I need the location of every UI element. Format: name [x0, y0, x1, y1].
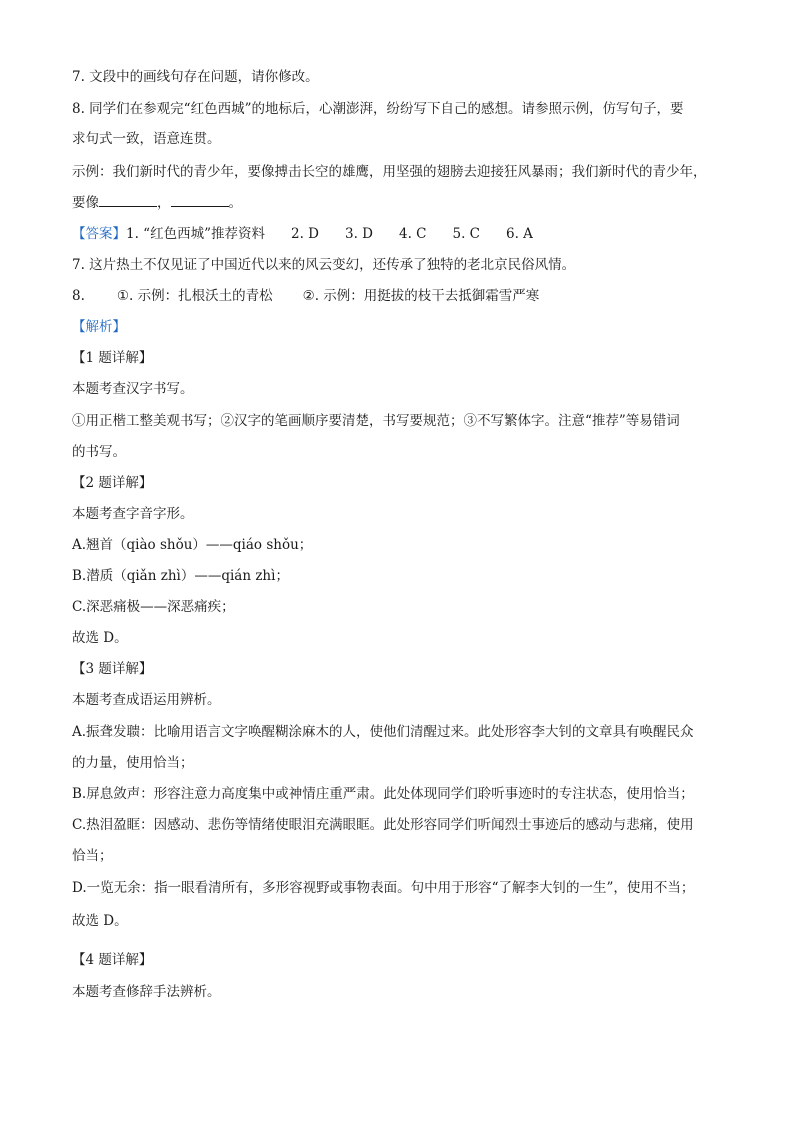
answer-8-line — [72, 287, 539, 305]
detail-3-option-c-2: 恰当； — [72, 848, 113, 864]
question-8-line-2: 求句式一致，语意连贯。 — [72, 131, 221, 147]
question-7: 7. 文段中的画线句存在问题，请你修改。 — [72, 69, 319, 85]
answer-line — [72, 225, 533, 243]
detail-3-option-b: B.屏息敛声：形容注意力高度集中或神情庄重严肃。此处体现同学们聆听事迹时的专注状态，使用恰当； — [72, 786, 694, 802]
blank-line — [72, 194, 242, 212]
detail-3-intro: 本题考查成语运用辨析。 — [72, 692, 221, 708]
question-8-line-1: 8. 同学们在参观完“红色西城”的地标后，心潮澎湃，纷纷写下自己的感想。请参照示例，仿写句子，要 — [72, 101, 684, 117]
blank-end: 。 — [228, 195, 242, 211]
detail-3-option-a-1: A.振聋发聩：比喻用语言文字唤醒糊涂麻木的人，使他们清醒过来。此处形容李大钊的文章具有唤醒民众 — [72, 724, 694, 740]
detail-2-heading: 【2 题详解】 — [72, 475, 153, 491]
answer-4: 4. C — [398, 226, 427, 242]
fill-blank-2[interactable] — [171, 194, 229, 207]
answer-6: 6. A — [506, 226, 533, 242]
answer-5: 5. C — [452, 226, 481, 242]
analysis-heading: 【解析】 — [72, 319, 126, 335]
detail-2-option-c: C.深恶痛极——深恶痛疾； — [72, 599, 235, 615]
detail-2-intro: 本题考查字音字形。 — [72, 506, 194, 522]
detail-1-text-1: ①用正楷工整美观书写；②汉字的笔画顺序要清楚，书写要规范；③不写繁体字。注意“推荐”等易错词 — [72, 413, 680, 429]
blank-comma: ， — [157, 195, 171, 211]
detail-2-conclusion: 故选 D。 — [72, 630, 128, 646]
circled-two: ② — [302, 288, 315, 304]
detail-1-heading: 【1 题详解】 — [72, 350, 153, 366]
answer-2: 2. D — [290, 226, 319, 242]
detail-3-option-a-2: 的力量，使用恰当； — [72, 755, 194, 771]
detail-1-intro: 本题考查汉字书写。 — [72, 381, 194, 397]
detail-2-option-b: B.潜质（qiǎn zhì）——qián zhì； — [72, 568, 289, 584]
detail-2-option-a: A.翘首（qiào shǒu）——qiáo shǒu； — [72, 537, 313, 553]
fill-blank-1[interactable] — [99, 194, 157, 207]
answer-8-part-1: . 示例：扎根沃土的青松 — [129, 288, 273, 304]
circled-one: ① — [116, 288, 129, 304]
answer-1: 1. “红色西城”推荐资料 — [126, 226, 265, 242]
example-line: 示例：我们新时代的青少年，要像搏击长空的雄鹰，用坚强的翅膀去迎接狂风暴雨；我们新时代的青少年， — [72, 164, 707, 180]
detail-4-intro: 本题考查修辞手法辨析。 — [72, 984, 221, 1000]
answer-8-number: 8. — [72, 288, 85, 304]
detail-1-text-2: 的书写。 — [72, 444, 126, 460]
detail-3-option-d: D.一览无余：指一眼看清所有，多形容视野或事物表面。句中用于形容“了解李大钊的一生”，使用不当； — [72, 880, 695, 896]
answer-8-part-2: . 示例：用挺拔的枝干去抵御霜雪严寒 — [314, 288, 540, 304]
detail-3-conclusion: 故选 D。 — [72, 913, 128, 929]
answer-label: 【答案】 — [72, 226, 126, 242]
answer-7: 7. 这片热土不仅见证了中国近代以来的风云变幻，还传承了独特的老北京民俗风情。 — [72, 257, 576, 273]
detail-3-option-c-1: C.热泪盈眶：因感动、悲伤等情绪使眼泪充满眼眶。此处形容同学们听闻烈士事迹后的感动与悲痛，使用 — [72, 817, 694, 833]
blank-prefix: 要像 — [72, 195, 99, 211]
detail-4-heading: 【4 题详解】 — [72, 952, 153, 968]
answer-3: 3. D — [344, 226, 373, 242]
detail-3-heading: 【3 题详解】 — [72, 661, 153, 677]
